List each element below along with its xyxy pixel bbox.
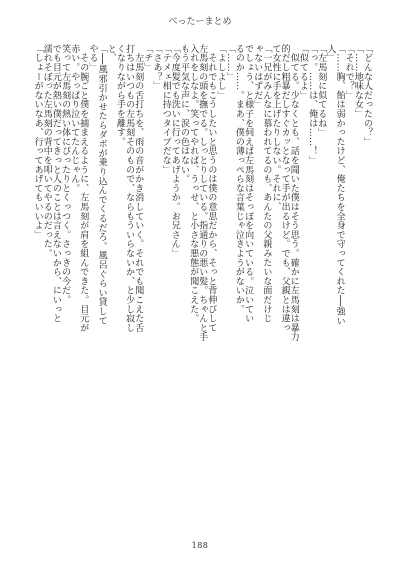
text-line: 人」 [325,44,336,63]
text-line: 「どんな人だったの？」 [362,44,372,147]
text-line: 赤い。やっぱり泣いてたんじゃん。 [69,44,80,193]
text-line: 左馬刻の頭を撫でる。しっとりしている。指通りの悪い髪。ちゃんと手 [197,44,208,342]
text-line: 「今度髪でも洗いに行ってあげようか。お兄さん」 [169,44,180,258]
text-line: 「さあ？」 [151,44,162,91]
text-line: 「チ」 [142,44,153,72]
text-line: るのか……。まあ、僕の薄っぺらな言葉じゃ泣きようがないか。 [233,44,244,314]
text-line: 笑って左馬刻の熱い体にぴったりとくっつく。さっきの今だ。 [60,44,71,305]
text-line: やる」 [87,44,98,72]
text-line: 的だし粗暴だしすぐカッとなって手が出るけど。でも、父親とは違っ [279,44,290,333]
text-line: 「一兄がみんなに慕われてるのも、あんたの父親みたいな面だけじ [261,44,272,323]
text-line: 「それで？」 [343,44,354,100]
text-line: それでもこうしたいと思うのは僕の意思だから、そっと背伸びして [206,44,217,333]
text-line: 「しょーがないなあ、行ってあげてもいいよ」 [32,44,43,240]
text-line: でしょう、と様子を伺えば左馬刻はそっぽを向いている。泣いてい [243,44,254,323]
text-line: 「テメェ相に持つタイプだな」 [160,44,171,175]
text-line: 左馬刻の舌打ちを、雨の音がかき消していく。それでも聞こえた舌 [133,44,144,333]
text-line: 「……地味な女」 [352,44,363,119]
page-number: 188 [191,541,209,550]
text-line: 打ちはいつもの左馬刻そのもので、ならもういらないか、と少し寂し [124,44,135,333]
text-line: 「左馬刻に似てるね」 [316,44,327,137]
text-line: もう平気な声に、涙の色はない。 [179,44,189,184]
text-line: 濡れそぼった左馬刻の背中を叩いてやるのだった。 [41,44,52,258]
text-line: ゃないはずだ」 [252,44,263,110]
text-line: 「似てるよ」 [297,44,308,100]
text-line: て女性に手を上げたりしない。それに、 [270,44,281,212]
running-header: べったーまとめ [168,17,232,27]
text-line: と、 [105,44,116,63]
text-line: 入れをしなよ。笑ってやれば、うっせ、と小さな悪態が聞こえた。 [188,44,199,323]
text-line: その腕ごと僕を捕まえるように、左馬刻が肩を組んできた。目元が [78,44,89,333]
text-line: 「よしよし」 [215,44,226,100]
text-line: 似てる。少なくとも、話を聞いた僕はそう思う。確かに左馬刻は暴力 [288,44,299,342]
text-line: 「──風邪引かせたらダボが乗り込んでくるだろ。風呂ぐらい貸して [96,44,107,326]
text-line: 「っ。……は、俺は……！」 [307,44,318,165]
text-line: でも目元が熱い僕だってきっと人のことは言えないから、にいっと [50,44,61,323]
text-line: 「……胸、飴は弱かったけど、俺たちを全身で守ってくれた──強い [334,44,345,326]
text-line: くなりながら手を離す。 [114,44,125,147]
text-line: 「……」 [224,44,235,82]
